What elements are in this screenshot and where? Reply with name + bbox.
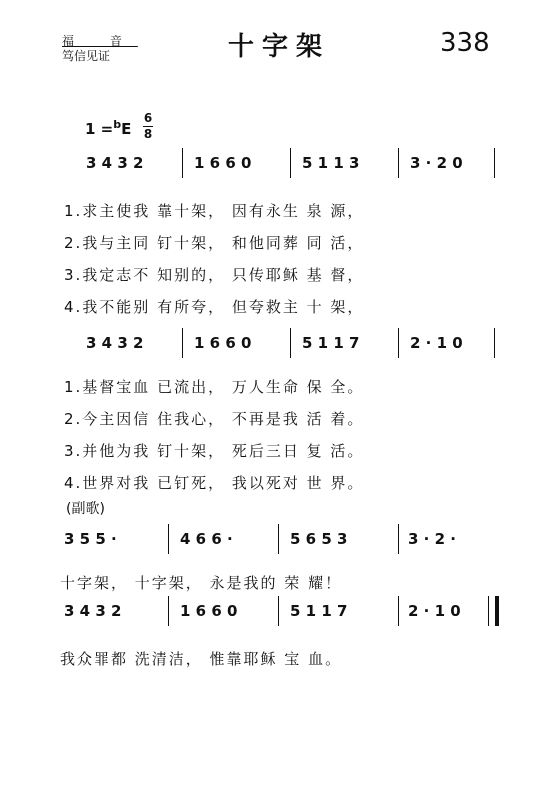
measure: 3 · 2 0 (410, 154, 463, 172)
time-signature: 6 8 (143, 111, 153, 141)
key-signature: 1 =$^b$E (85, 118, 132, 138)
verse-line: 3.我定志不 知别的， 只传耶稣 基 督， (64, 266, 365, 284)
measure: 3 4 3 2 (86, 334, 144, 352)
measure: 5 1 1 7 (290, 602, 348, 620)
chorus-notation-line-1 (60, 524, 500, 554)
verse-line: 3.并他为我 钉十架， 死后三日 复 活。 (64, 442, 365, 460)
verse-line: 2.今主因信 住我心， 不再是我 活 着。 (64, 410, 365, 428)
measure: 1 6 6 0 (194, 154, 252, 172)
notation-line-1 (82, 148, 502, 178)
chorus-notation-line-2 (60, 596, 500, 626)
measure: 3 5 5 · (64, 530, 117, 548)
measure: 3 4 3 2 (64, 602, 122, 620)
verse-line: 2.我与主同 钉十架， 和他同葬 同 活， (64, 234, 365, 252)
category-line2: 笃信见证 (62, 49, 111, 63)
verse-line: 4.我不能别 有所夸， 但夸救主 十 架， (64, 298, 365, 316)
chorus-lyric-line: 十字架， 十字架， 永是我的 荣 耀！ (60, 574, 343, 592)
notation-line-2 (82, 328, 502, 358)
chorus-lyric-line: 我众罪都 洗清洁， 惟靠耶稣 宝 血。 (60, 650, 343, 668)
measure: 2 · 1 0 (410, 334, 463, 352)
verse-line: 1.求主使我 靠十架， 因有永生 泉 源， (64, 202, 365, 220)
hymn-title: 十字架 (227, 32, 330, 62)
hymn-number: 338 (440, 28, 490, 58)
measure: 3 · 2 · (408, 530, 456, 548)
measure: 1 6 6 0 (194, 334, 252, 352)
chorus-label: (副歌) (66, 501, 105, 517)
measure: 3 4 3 2 (86, 154, 144, 172)
verse-line: 4.世界对我 已钉死， 我以死对 世 界。 (64, 474, 365, 492)
measure: 5 6 5 3 (290, 530, 348, 548)
category-line1: 福 音 (62, 34, 138, 48)
measure: 5 1 1 7 (302, 334, 360, 352)
measure: 2 · 1 0 (408, 602, 461, 620)
verse-line: 1.基督宝血 已流出， 万人生命 保 全。 (64, 378, 365, 396)
measure: 5 1 1 3 (302, 154, 360, 172)
measure: 1 6 6 0 (180, 602, 238, 620)
measure: 4 6 6 · (180, 530, 233, 548)
